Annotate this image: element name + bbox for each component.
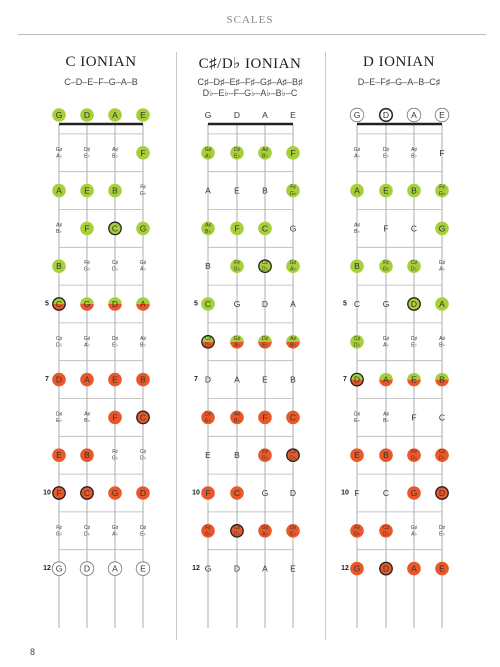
- note-label: E♭: [112, 342, 118, 349]
- note-label: F♯: [140, 184, 146, 191]
- note-label: F♯: [84, 260, 90, 267]
- note-label: B: [234, 450, 240, 461]
- note-label: E♭: [205, 417, 211, 424]
- note-label: F♯: [234, 260, 240, 267]
- note-label: A: [112, 110, 118, 120]
- note-label: D: [289, 488, 297, 498]
- note-label: E♭: [56, 417, 62, 424]
- note-label: C: [261, 223, 269, 234]
- note-label: A♯: [84, 411, 90, 418]
- note-label: C♯: [261, 260, 269, 267]
- note-label: A: [262, 563, 268, 574]
- note-label: F: [205, 488, 211, 498]
- note-label: D: [111, 299, 119, 309]
- note-label: G♭: [261, 455, 269, 462]
- note-label: D: [204, 374, 212, 385]
- note-label: G: [289, 223, 297, 234]
- note-label: A♭: [290, 266, 296, 273]
- note-label: F♯: [205, 524, 211, 531]
- note-label: A: [383, 374, 389, 385]
- note-label: D♯: [139, 524, 147, 531]
- note-label: G♯: [111, 524, 119, 531]
- note-label: A: [84, 374, 90, 385]
- note-label: B♭: [140, 342, 146, 349]
- fret-number: 10: [192, 489, 200, 497]
- note-label: E: [140, 110, 146, 120]
- fret-number: 7: [45, 376, 49, 384]
- fret-number: 7: [343, 376, 347, 384]
- note-label: E: [411, 374, 417, 385]
- note-label: D♯: [289, 524, 297, 531]
- note-label: E♭: [354, 417, 360, 424]
- note-label: A♯: [140, 335, 146, 342]
- note-label: D: [353, 374, 361, 385]
- note-label: A♭: [112, 531, 118, 538]
- note-label: C♯: [55, 335, 63, 342]
- note-label: E: [56, 450, 62, 461]
- note-label: A♯: [354, 222, 360, 229]
- note-label: G♭: [233, 266, 241, 273]
- note-label: A: [411, 563, 417, 574]
- note-label: C♯: [382, 524, 390, 531]
- fret-number: 12: [43, 565, 51, 573]
- note-label: A: [56, 185, 62, 196]
- note-label: A: [140, 299, 146, 309]
- note-label: D♯: [410, 335, 418, 342]
- page-number: 8: [30, 647, 36, 657]
- fret-number: 5: [45, 300, 49, 308]
- note-label: B: [262, 185, 268, 196]
- note-label: E: [112, 374, 118, 385]
- note-label: F: [234, 223, 240, 234]
- note-label: F: [262, 412, 268, 423]
- note-label: D♭: [112, 266, 118, 273]
- note-label: C: [204, 299, 212, 309]
- note-label: F♯: [262, 449, 268, 456]
- note-label: E♭: [140, 531, 146, 538]
- note-label: B♭: [56, 228, 62, 235]
- note-label: G: [55, 110, 63, 120]
- note-label: C: [233, 488, 241, 498]
- note-label: F♯: [290, 184, 296, 191]
- note-label: D♯: [382, 146, 390, 153]
- note-label: E♭: [411, 342, 417, 349]
- note-label: D♭: [140, 455, 146, 462]
- note-label: G: [382, 299, 390, 309]
- note-label: E: [205, 450, 211, 461]
- note-label: D♭: [262, 266, 268, 273]
- note-label: G♭: [438, 191, 446, 198]
- note-label: D♭: [411, 266, 417, 273]
- note-label: F: [439, 147, 445, 158]
- note-label: G: [353, 563, 361, 574]
- note-label: G♯: [261, 524, 269, 531]
- note-label: A♭: [140, 266, 146, 273]
- note-label: A♭: [439, 266, 445, 273]
- note-label: F♯: [354, 524, 360, 531]
- note-label: E: [262, 374, 268, 385]
- scale-notes-line: C–D–E–F–G–A–B: [64, 77, 138, 87]
- note-label: B: [290, 374, 296, 385]
- note-label: G♯: [139, 260, 147, 267]
- fret-number: 7: [194, 376, 198, 384]
- note-label: G: [353, 110, 361, 120]
- note-label: C♯: [410, 260, 418, 267]
- note-label: E: [290, 563, 296, 574]
- note-label: D♭: [290, 455, 296, 462]
- note-label: G: [111, 488, 119, 498]
- note-label: G: [139, 223, 147, 234]
- note-label: A♯: [234, 411, 240, 418]
- note-label: F: [56, 488, 62, 498]
- note-label: D: [438, 488, 446, 498]
- note-label: D: [382, 563, 390, 574]
- note-label: B: [439, 374, 445, 385]
- note-label: C: [353, 299, 361, 309]
- note-label: B: [383, 450, 389, 461]
- note-label: D: [261, 299, 269, 309]
- note-label: D♯: [111, 335, 119, 342]
- note-label: A♭: [411, 531, 417, 538]
- note-label: E: [140, 563, 146, 574]
- note-label: B♭: [205, 228, 211, 235]
- note-label: B♭: [383, 417, 389, 424]
- note-label: G: [55, 563, 63, 574]
- note-label: A♭: [56, 153, 62, 160]
- note-label: B♭: [439, 342, 445, 349]
- note-label: C♯: [204, 335, 212, 342]
- note-label: G: [204, 563, 212, 574]
- note-label: C: [410, 223, 418, 234]
- note-label: C♯: [233, 524, 241, 531]
- note-label: D: [139, 488, 147, 498]
- note-label: A: [234, 374, 240, 385]
- note-label: C: [382, 488, 390, 498]
- note-label: A♭: [383, 342, 389, 349]
- note-label: C♯: [111, 260, 119, 267]
- fret-number: 12: [341, 565, 349, 573]
- note-label: A: [439, 299, 445, 309]
- note-label: B: [56, 261, 62, 272]
- note-label: A♯: [56, 222, 62, 229]
- note-label: C: [111, 223, 119, 234]
- fret-number: 10: [43, 489, 51, 497]
- note-label: C: [289, 412, 297, 423]
- note-label: C: [438, 412, 446, 423]
- note-label: G: [410, 488, 418, 498]
- note-label: D♯: [438, 524, 446, 531]
- note-label: G♯: [353, 146, 361, 153]
- note-label: A♯: [262, 146, 268, 153]
- note-label: A♯: [439, 335, 445, 342]
- note-label: C: [55, 299, 63, 309]
- note-label: D♯: [261, 335, 269, 342]
- note-label: D: [382, 110, 390, 120]
- note-label: C♯: [289, 449, 297, 456]
- note-label: A: [112, 563, 118, 574]
- note-label: C: [83, 488, 91, 498]
- note-label: A: [205, 185, 211, 196]
- scale-title-c-sharp-ionian: C♯/D♭ IONIAN: [198, 56, 302, 72]
- note-label: D: [410, 299, 418, 309]
- note-label: B♭: [354, 228, 360, 235]
- note-label: E♭: [262, 342, 268, 349]
- note-label: B♭: [112, 153, 118, 160]
- note-label: D♯: [83, 146, 91, 153]
- note-label: F♯: [112, 449, 118, 456]
- note-label: D♭: [383, 531, 389, 538]
- note-label: E: [383, 185, 389, 196]
- note-label: G: [261, 488, 269, 498]
- fret-number: 10: [341, 489, 349, 497]
- note-label: F: [290, 147, 296, 158]
- note-label: D♯: [233, 146, 241, 153]
- note-label: G♭: [289, 191, 297, 198]
- note-label: G: [83, 299, 91, 309]
- note-label: A♭: [205, 153, 211, 160]
- note-label: D: [233, 110, 241, 120]
- note-label: G♯: [204, 146, 212, 153]
- note-label: G♯: [382, 335, 390, 342]
- note-label: E♭: [84, 153, 90, 160]
- note-label: B♭: [84, 417, 90, 424]
- note-label: D: [83, 563, 91, 574]
- note-label: E♭: [290, 531, 296, 538]
- note-label: G♯: [233, 335, 241, 342]
- note-label: A♯: [205, 222, 211, 229]
- note-label: B♭: [262, 153, 268, 160]
- note-label: G♭: [83, 266, 91, 273]
- note-label: C♯: [353, 335, 361, 342]
- note-label: A♯: [112, 146, 118, 153]
- scale-notes-line-sharp: C♯–D♯–E♯–F♯–G♯–A♯–B♯: [197, 77, 303, 87]
- note-label: G♯: [83, 335, 91, 342]
- note-label: G: [233, 299, 241, 309]
- note-label: E: [354, 450, 360, 461]
- note-label: F♯: [411, 449, 417, 456]
- note-label: G♭: [382, 266, 390, 273]
- note-label: E♭: [439, 531, 445, 538]
- note-label: F♯: [439, 184, 445, 191]
- note-label: E♭: [383, 153, 389, 160]
- note-label: G♭: [410, 455, 418, 462]
- note-label: A♭: [234, 342, 240, 349]
- note-label: E: [439, 110, 445, 120]
- note-label: G♯: [289, 260, 297, 267]
- note-label: D♭: [56, 342, 62, 349]
- note-label: D♭: [234, 531, 240, 538]
- note-label: D♭: [84, 531, 90, 538]
- note-label: B♭: [234, 417, 240, 424]
- note-label: A: [411, 110, 417, 120]
- fret-number: 12: [192, 565, 200, 573]
- note-label: F: [354, 488, 360, 498]
- fret-number: 5: [343, 300, 347, 308]
- note-label: B: [84, 450, 90, 461]
- note-label: D♯: [353, 411, 361, 418]
- note-label: G: [438, 223, 446, 234]
- note-label: B: [140, 374, 146, 385]
- note-label: G♯: [410, 524, 418, 531]
- note-label: D♭: [205, 342, 211, 349]
- note-label: G♭: [204, 531, 212, 538]
- note-label: G♯: [438, 260, 446, 267]
- note-label: B: [411, 185, 417, 196]
- note-label: D♯: [55, 411, 63, 418]
- note-label: C♯: [83, 524, 91, 531]
- note-label: D: [55, 374, 63, 385]
- note-label: D♭: [439, 455, 445, 462]
- note-label: A♯: [411, 146, 417, 153]
- note-label: B♭: [411, 153, 417, 160]
- note-label: G♭: [55, 531, 63, 538]
- note-label: B: [354, 261, 360, 272]
- note-label: C♯: [139, 449, 147, 456]
- scale-title-d-ionian: D IONIAN: [363, 54, 435, 70]
- note-label: D♯: [204, 411, 212, 418]
- note-label: F: [84, 223, 90, 234]
- scale-title-c-ionian: C IONIAN: [65, 54, 137, 70]
- note-label: A♭: [354, 153, 360, 160]
- note-label: E: [234, 185, 240, 196]
- note-label: A♭: [262, 531, 268, 538]
- note-label: E: [84, 185, 90, 196]
- note-label: F♯: [383, 260, 389, 267]
- note-label: B♭: [290, 342, 296, 349]
- note-label: A: [262, 110, 268, 120]
- note-label: F: [383, 223, 389, 234]
- note-label: F: [112, 412, 118, 423]
- note-label: A♯: [290, 335, 296, 342]
- note-label: F: [140, 147, 146, 158]
- note-label: B: [112, 185, 118, 196]
- note-label: G♭: [353, 531, 361, 538]
- note-label: A♯: [383, 411, 389, 418]
- scale-notes-line: D–E–F♯–G–A–B–C♯: [357, 77, 441, 87]
- note-label: G♯: [55, 146, 63, 153]
- note-label: G♭: [139, 191, 147, 198]
- note-label: A: [290, 299, 296, 309]
- note-label: C: [139, 412, 147, 423]
- section-header: SCALES: [226, 14, 274, 26]
- note-label: D♭: [354, 342, 360, 349]
- note-label: C♯: [438, 449, 446, 456]
- note-label: F: [411, 412, 417, 423]
- note-label: A♭: [84, 342, 90, 349]
- note-label: E♭: [234, 153, 240, 160]
- fret-number: 5: [194, 300, 198, 308]
- note-label: B: [205, 261, 211, 272]
- note-label: F♯: [56, 524, 62, 531]
- note-label: E: [439, 563, 445, 574]
- note-label: E: [290, 110, 296, 120]
- note-label: D: [233, 563, 241, 574]
- note-label: G♭: [111, 455, 119, 462]
- note-label: G: [204, 110, 212, 120]
- note-label: A: [354, 185, 360, 196]
- scale-notes-line-flat: D♭–E♭–F–G♭–A♭–B♭–C: [202, 88, 298, 98]
- note-label: D: [83, 110, 91, 120]
